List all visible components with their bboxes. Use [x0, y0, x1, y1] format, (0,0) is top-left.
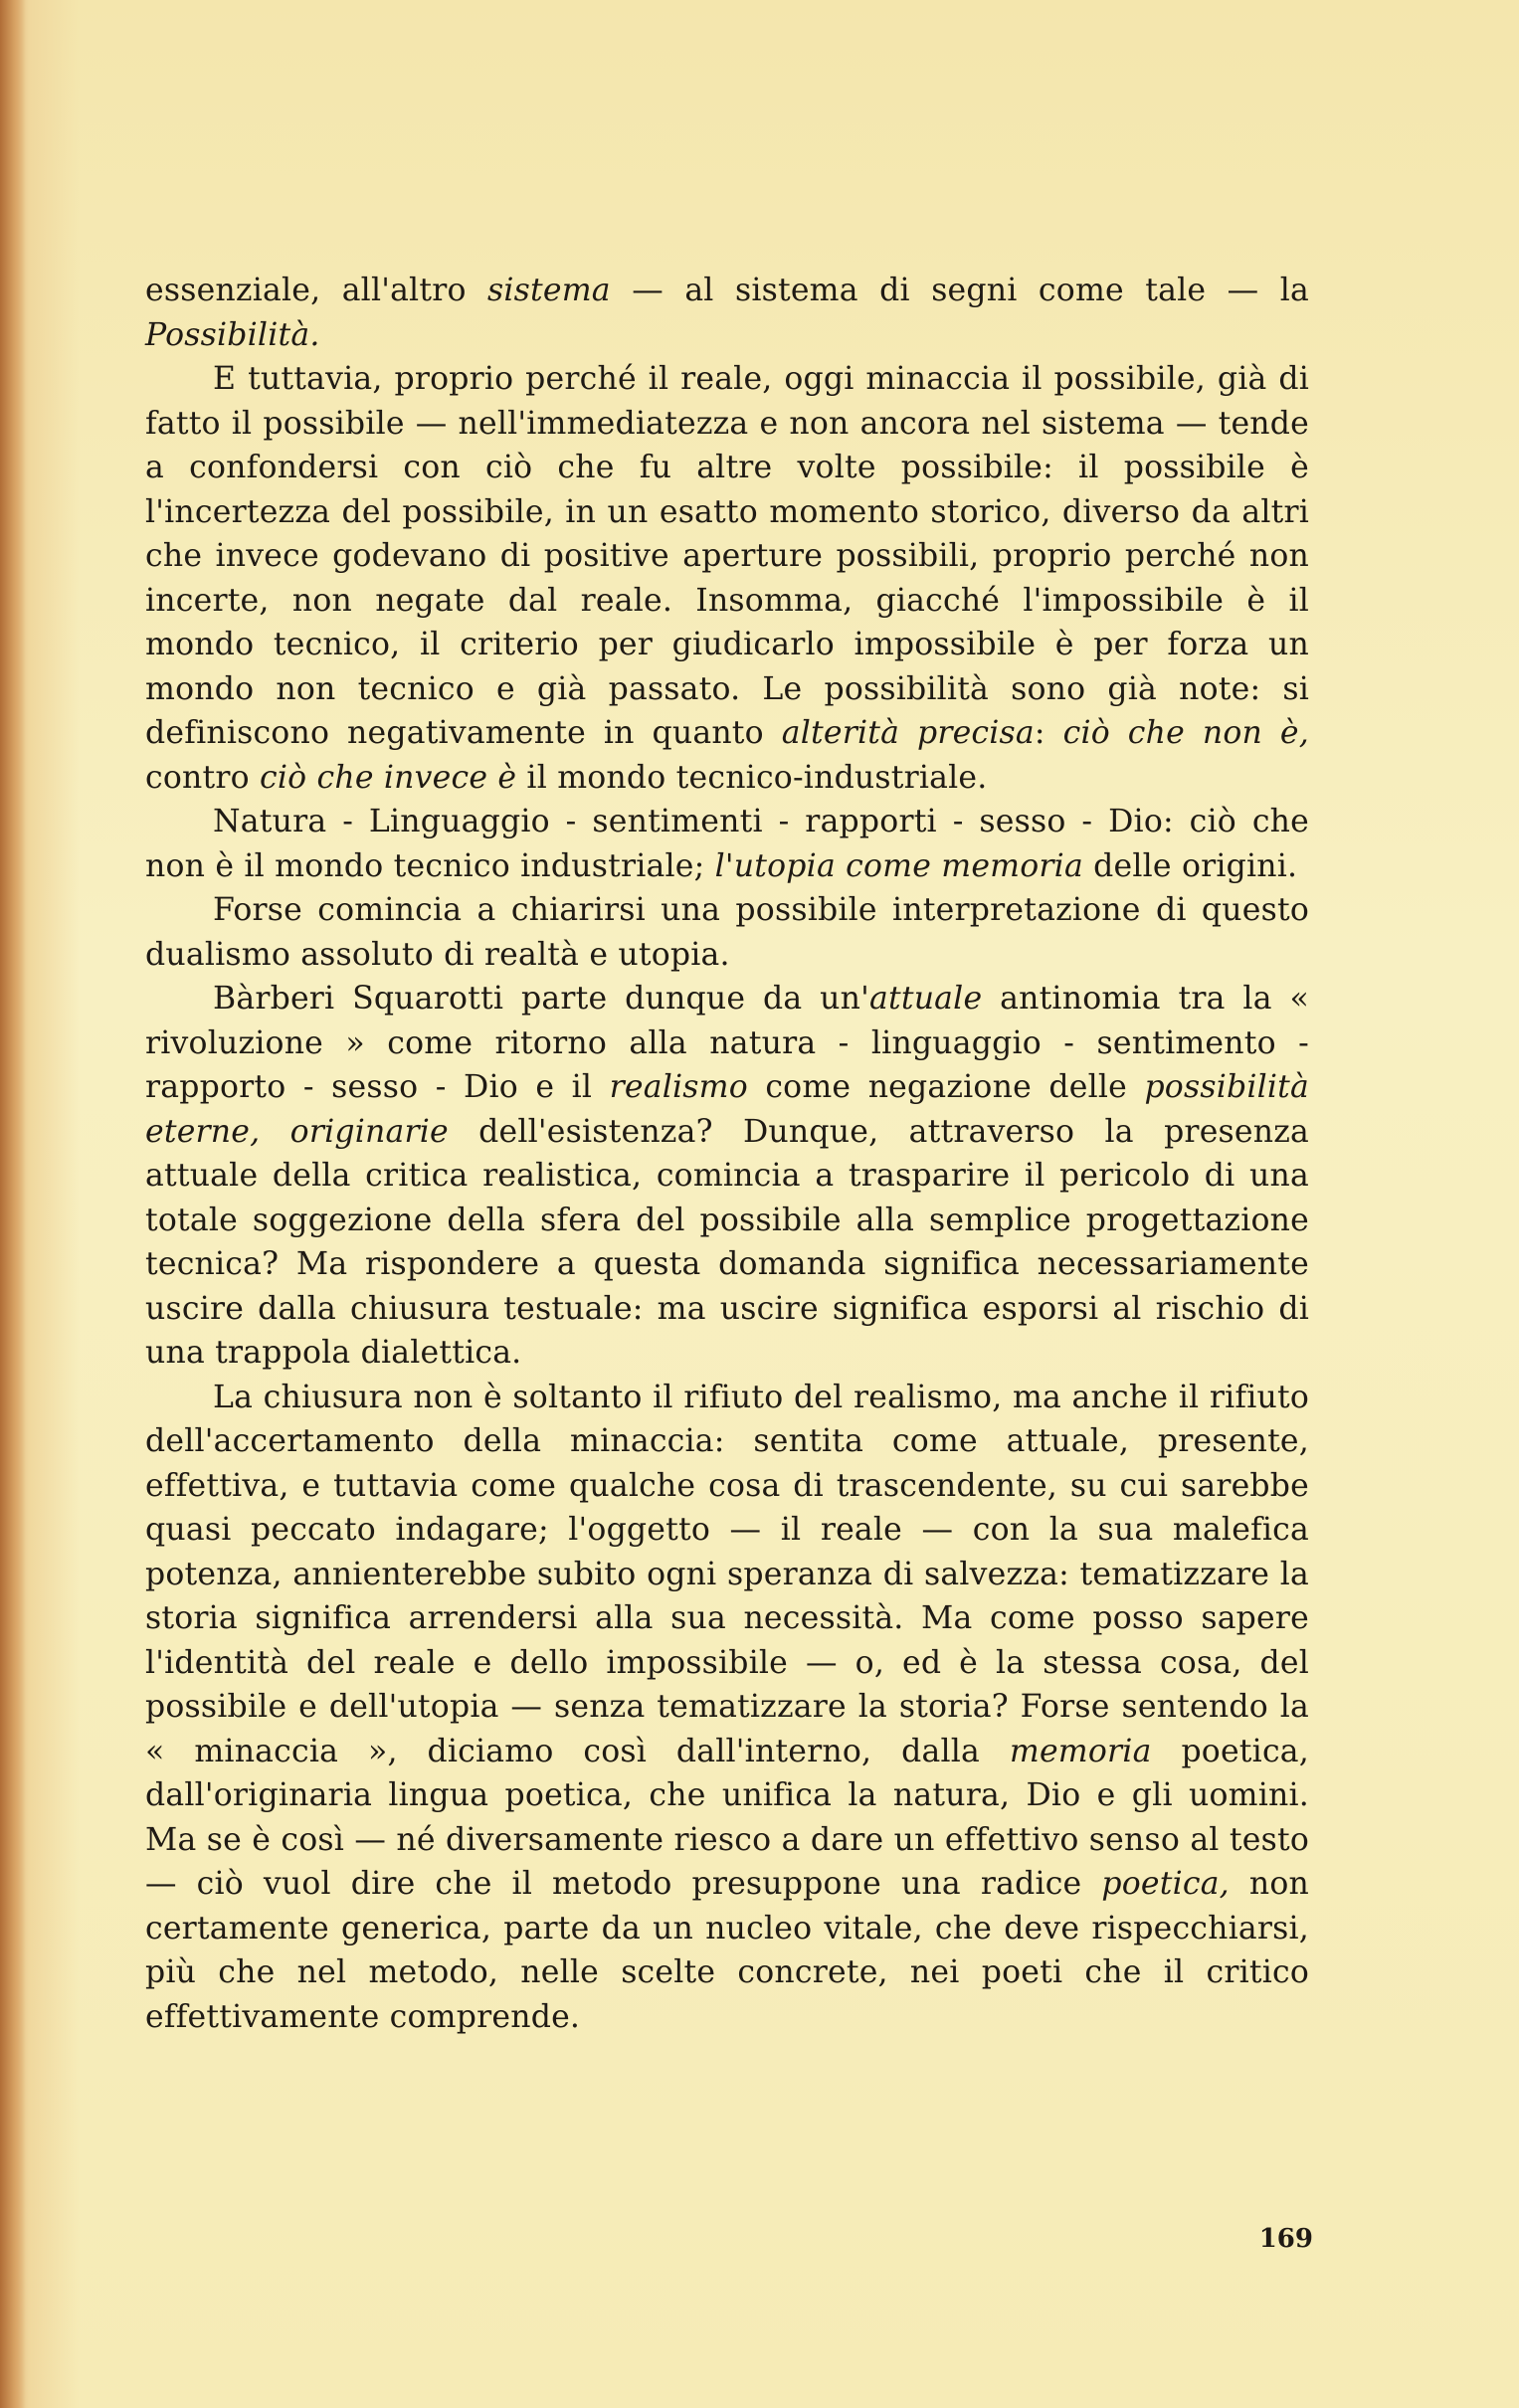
text-run: delle origini. [1082, 847, 1298, 884]
italic-text-run: poetica, [1101, 1866, 1230, 1902]
text-run: poetica, dall'originaria lingua poetica, che unifica la natura, Dio e gli uomini. Ma se è così — né diversamente riesco a dare un effettivo senso al testo — ciò vuol dire che il metodo presuppone una radice [145, 1733, 1309, 1902]
italic-text-run: ciò che invece è [260, 759, 517, 796]
page-edge-shadow [0, 0, 26, 2408]
italic-text-run: Possibilità. [145, 316, 320, 353]
paragraph-1 [145, 357, 1309, 800]
italic-text-run: ciò che non è, [1062, 715, 1309, 751]
text-run: essenziale, all'altro [145, 273, 488, 308]
text-run: come negazione delle [747, 1069, 1145, 1105]
text-run: Bàrberi Squarotti parte dunque da un' [213, 981, 869, 1017]
italic-text-run: l'utopia come memoria [714, 847, 1083, 884]
text-run: antinomia tra la « rivoluzione » come ritorno alla natura - linguaggio - sentimento - rapporto - sesso - Dio e il [145, 981, 1309, 1105]
text-run: dell'esistenza? Dunque, attraverso la presenza attuale della critica realistica, comincia a trasparire il pericolo di una totale soggezione della sfera del possibile alla semplice progettazione tecnica? Ma rispondere a questa domanda significa necessariamente uscire dalla chiusura testuale: ma uscire significa esporsi al rischio di una trappola dialettica. [145, 1113, 1310, 1371]
italic-text-run: sistema [487, 273, 611, 308]
text-run: non certamente generica, parte da un nucleo vitale, che deve rispecchiarsi, più che nel metodo, nelle scelte concrete, nei poeti che il critico effettivamente comprende. [145, 1866, 1309, 2035]
body-text [145, 269, 1309, 2039]
text-run: : [1034, 715, 1063, 751]
paragraph-2 [145, 800, 1309, 888]
text-run: Forse comincia a chiarirsi una possibile interpretazione di questo dualismo assoluto di realtà e utopia. [145, 892, 1309, 973]
page-number: 169 [1258, 2224, 1313, 2254]
text-run: Natura - Linguaggio - sentimenti - rapporti - sesso - Dio: ciò che non è il mondo tecnico industriale; [145, 804, 1309, 884]
italic-text-run: realismo [609, 1069, 748, 1105]
italic-text-run: alterità precisa [781, 715, 1035, 751]
text-run: La chiusura non è soltanto il rifiuto del realismo, ma anche il rifiuto dell'accertamento della minaccia: sentita come attuale, presente, effettiva, e tuttavia come qualche cosa di trascendente, su cui sarebbe quasi peccato indagare; l'oggetto — il reale — con la sua malefica potenza, annienterebbe subito ogni speranza di salvezza: tematizzare la storia significa arrendersi alla sua necessità. Ma come posso sapere l'identità del reale e dello impossibile — o, ed è la stessa cosa, del possibile e dell'utopia — senza tematizzare la storia? Forse sentendo la « minaccia », diciamo così dall'interno, dalla [145, 1379, 1309, 1769]
italic-text-run: memoria [1009, 1733, 1152, 1769]
paragraph-0 [145, 269, 1309, 357]
paragraph-5 [145, 1376, 1309, 2040]
text-run: il mondo tecnico-industriale. [516, 759, 988, 796]
italic-text-run: possibilità eterne, originarie [145, 1069, 1309, 1150]
text-run: — al sistema di segni come tale — la [610, 273, 1309, 308]
paragraph-4 [145, 977, 1309, 1376]
text-run: contro [145, 759, 260, 796]
paragraph-3 [145, 888, 1309, 977]
italic-text-run: attuale [869, 981, 983, 1017]
text-run: E tuttavia, proprio perché il reale, oggi minaccia il possibile, già di fatto il possibile — nell'immediatezza e non ancora nel sistema — tende a confondersi con ciò che fu altre volte possibile: il possibile è l'incertezza del possibile, in un esatto momento storico, diverso da altri che invece godevano di positive aperture possibili, proprio perché non incerte, non negate dal reale. Insomma, giacché l'impossibile è il mondo tecnico, il criterio per giudicarlo impossibile è per forza un mondo non tecnico e già passato. Le possibilità sono già note: si definiscono negativamente in quanto [145, 361, 1309, 751]
